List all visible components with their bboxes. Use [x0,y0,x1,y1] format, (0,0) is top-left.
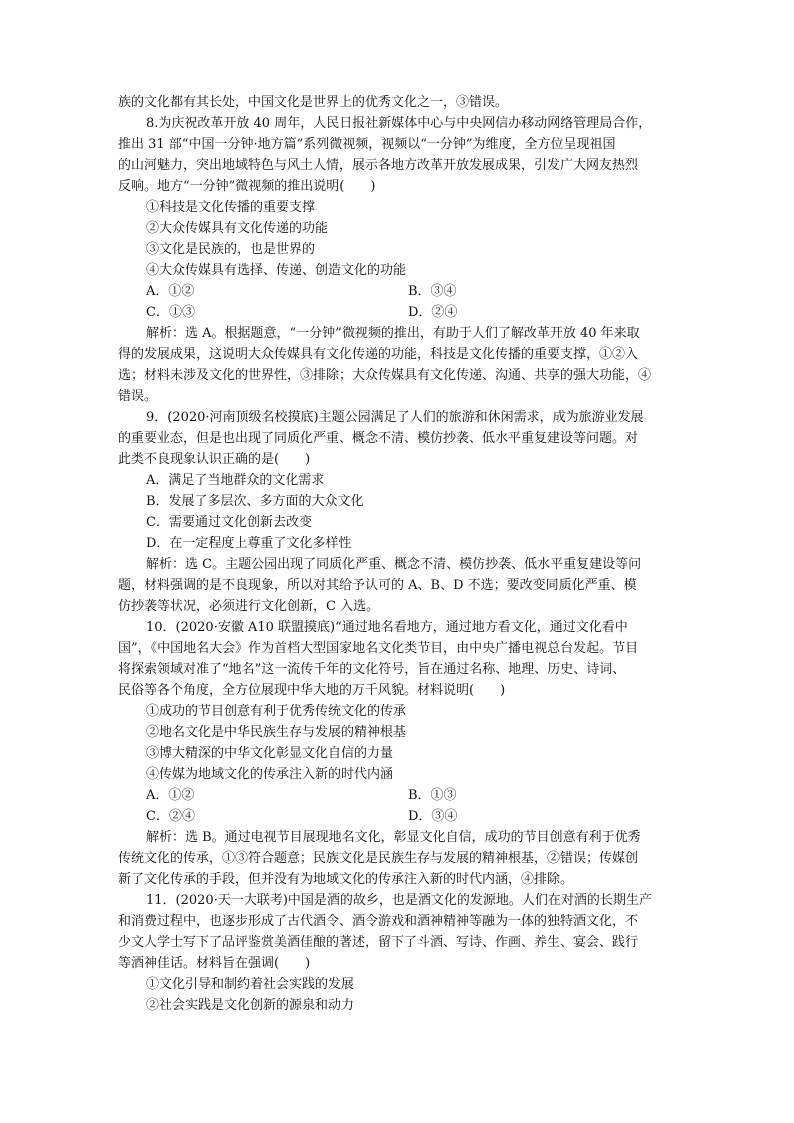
option-choice: D．②④ [408,305,458,320]
text-line: 新了文化传承的手段，但并没有为地域文化的传承注入新的时代内涵，④排除。 [118,872,574,887]
text-line: ③博大精深的中华文化彰显文化自信的力量 [146,746,394,761]
text-line: C．需要通过文化创新去改变 [146,515,312,530]
text-line: 等酒神佳话。材料旨在强调( ) [118,956,311,971]
option-choice: B．③④ [408,284,457,299]
option-row [118,302,678,323]
text-line: 少文人学士写下了品评鉴赏美酒佳酿的著述，留下了斗酒、写诗、作画、养生、宴会、践行 [118,935,639,950]
option-choice: C．①③ [146,305,195,320]
text-line: A．满足了当地群众的文化需求 [146,473,325,488]
text-line: 10．(2020·安徽 A10 联盟摸底)“通过地名看地方，通过地方看文化，通过文化看中 [146,620,628,635]
text-line: 反响。地方“一分钟”微视频的推出说明( ) [118,179,376,194]
text-line: ②大众传媒具有文化传递的功能 [146,221,329,236]
option-choice: A．①② [146,284,195,299]
text-line: 此类不良现象认识正确的是( ) [118,452,311,467]
text-line: 推出 31 部“中国一分钟·地方篇”系列微视频，视频以“一分钟”为维度，全方位呈现祖国 [118,137,616,152]
option-choice: B．①③ [408,788,457,803]
text-line: 族的文化都有其长处，中国文化是世界上的优秀文化之一，③错误。 [118,95,509,110]
text-line: 错误。 [118,389,158,404]
text-line: 解析：选 C。主题公园出现了同质化严重、概念不清、模仿抄袭、低水平重复建设等问 [146,557,642,572]
q10-analysis [118,827,678,890]
text-line: ③文化是民族的，也是世界的 [146,242,316,257]
question-9 [118,407,678,617]
text-line: ②地名文化是中华民族生存与发展的精神根基 [146,725,407,740]
intro-block [118,92,678,281]
text-line: 传统文化的传承，①③符合题意；民族文化是民族生存与发展的精神根基，②错误；传媒创 [118,851,639,866]
text-line: ④大众传媒具有选择、传递、创造文化的功能 [146,263,407,278]
q8-analysis [118,323,678,407]
q8-options [118,281,678,323]
question-11 [118,890,678,1016]
document-page [118,92,678,1016]
text-line: 解析：选 A。根据题意，“一分钟”微视频的推出，有助于人们了解改革开放 40 年来取 [146,326,640,341]
option-row [118,806,678,827]
text-line: 选；材料未涉及文化的世界性，③排除；大众传媒具有文化传递、沟通、共享的强大功能，④ [118,368,652,383]
option-row [118,281,678,302]
text-line: 解析：选 B。通过电视节目展现地名文化，彰显文化自信，成功的节目创意有利于优秀 [146,830,641,845]
text-line: ④传媒为地域文化的传承注入新的时代内涵 [146,767,394,782]
text-line: 11．(2020·天一大联考)中国是酒的故乡，也是酒文化的发源地。人们在对酒的长期生产 [146,893,652,908]
option-choice: C．②④ [146,809,195,824]
text-line: 和消费过程中，也逐步形成了古代酒令、酒令游戏和酒神精神等融为一体的独特酒文化，不 [118,914,639,929]
option-choice: D．③④ [408,809,458,824]
text-line: 8.为庆祝改革开放 40 周年，人民日报社新媒体中心与中央网信办移动网络管理局合作， [146,116,652,131]
text-line: 民俗等各个角度，全方位展现中华大地的万千风貌。材料说明( ) [118,683,506,698]
text-line: 国”，《中国地名大会》作为首档大型国家地名文化类节目，由中央广播电视总台发起。节目 [118,641,639,656]
text-line: 将探索领域对准了“地名”这一流传千年的文化符号，旨在通过名称、地理、历史、诗词、 [118,662,626,677]
text-line: ①文化引导和制约着社会实践的发展 [146,977,355,992]
text-line: 的山河魅力，突出地域特色与风土人情，展示各地方改革开放发展成果，引发广大网友热烈 [118,158,639,173]
text-line: 的重要业态，但是也出现了同质化严重、概念不清、模仿抄袭、低水平重复建设等问题。对 [118,431,639,446]
text-line: ①科技是文化传播的重要支撑 [146,200,316,215]
text-line: ①成功的节目创意有利于优秀传统文化的传承 [146,704,407,719]
text-line: D．在一定程度上尊重了文化多样性 [146,536,352,551]
text-line: ②社会实践是文化创新的源泉和动力 [146,998,355,1013]
question-10 [118,617,678,785]
text-line: 题，材料强调的是不良现象，所以对其给予认可的 A、B、D 不选；要改变同质化严重、模 [118,578,637,593]
option-choice: A．①② [146,788,195,803]
option-row [118,785,678,806]
text-line: B．发展了多层次、多方面的大众文化 [146,494,364,509]
text-line: 仿抄袭等状况，必须进行文化创新，C 入选。 [118,599,380,614]
text-line: 9．(2020·河南顶级名校摸底)主题公园满足了人们的旅游和休闲需求，成为旅游业发展 [146,410,644,425]
text-line: 得的发展成果，这说明大众传媒具有文化传递的功能，科技是文化传播的重要支撑，①②入 [118,347,639,362]
q10-options [118,785,678,827]
